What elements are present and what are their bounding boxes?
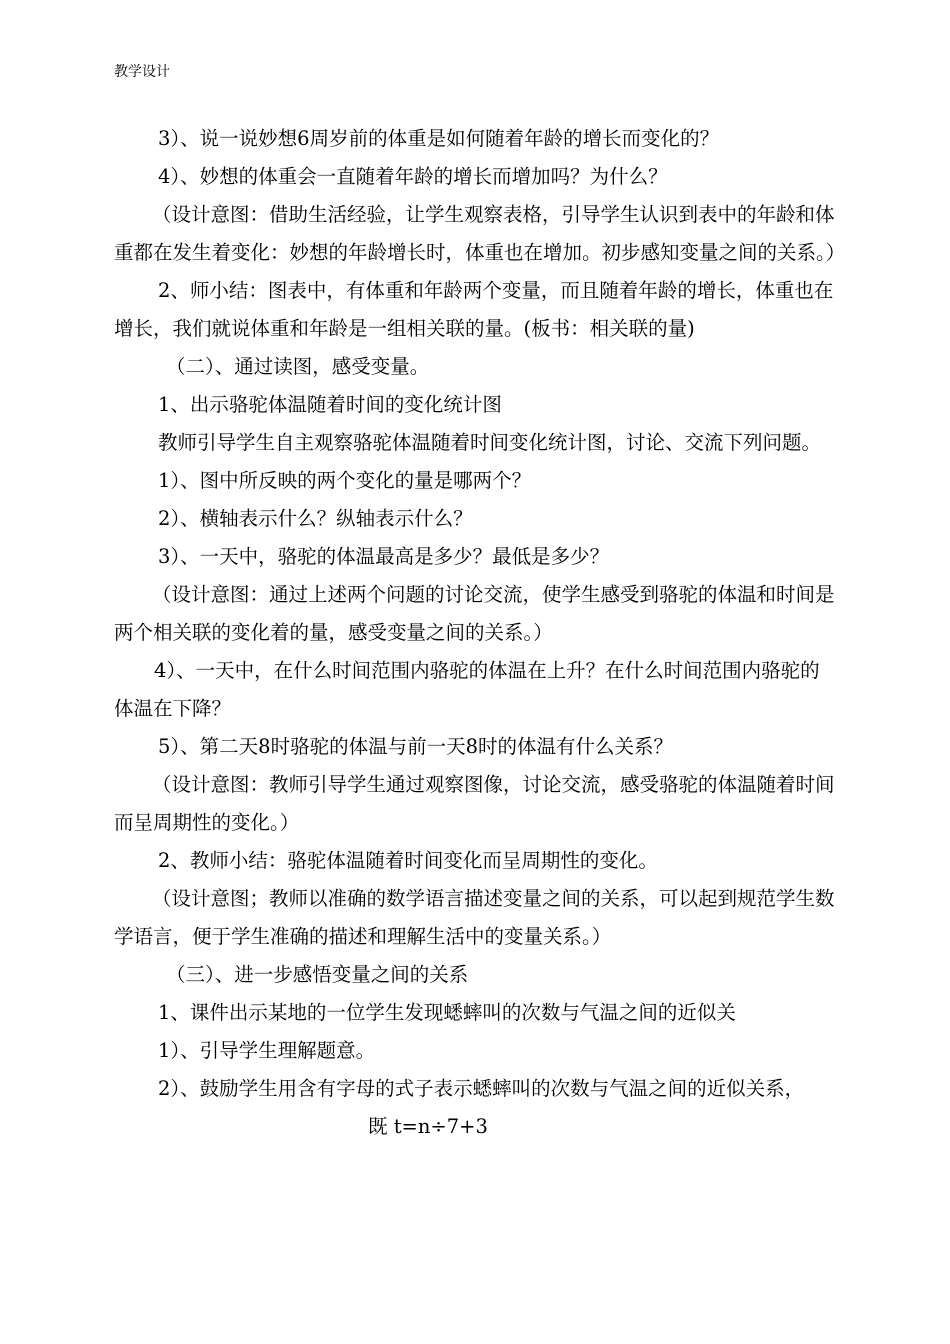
camel-question-2: 2）、横轴表示什么？纵轴表示什么？ <box>158 507 473 530</box>
section-2-heading: （二）、通过读图，感受变量。 <box>166 355 430 378</box>
camel-question-5: 5）、第二天8时骆驼的体温与前一天8时的体温有什么关系？ <box>158 735 673 758</box>
section-3-heading: （三）、进一步感悟变量之间的关系 <box>166 963 469 986</box>
cricket-question-2: 2）、鼓励学生用含有字母的式子表示蟋蟀叫的次数与气温之间的近似关系， <box>158 1077 805 1100</box>
camel-question-3: 3）、一天中，骆驼的体温最高是多少？最低是多少？ <box>158 545 610 568</box>
design-intent-1: （设计意图：借助生活经验，让学生观察表格，引导学生认识到表中的年龄和体重都在发生着变化：妙想的年龄增长时，体重也在增加。初步感知变量之间的关系。） <box>114 203 846 264</box>
design-intent-4: （设计意图；教师以准确的数学语言描述变量之间的关系，可以起到规范学生数学语言，便于学生准确的描述和理解生活中的变量关系。） <box>114 887 835 948</box>
teacher-summary-2: 2、教师小结：骆驼体温随着时间变化而呈周期性的变化。 <box>158 849 658 872</box>
teacher-summary-1: 2、师小结：图表中，有体重和年龄两个变量，而且随着年龄的增长，体重也在增长，我们就说体重和年龄是一组相关联的量。(板书：相关联的量) <box>114 279 834 340</box>
camel-chart-intro: 1、出示骆驼体温随着时间的变化统计图 <box>158 393 502 416</box>
question-3-weight: 3）、说一说妙想6周岁前的体重是如何随着年龄的增长而变化的？ <box>158 127 720 150</box>
document-header: 教学设计 <box>114 64 170 80</box>
camel-question-1: 1）、图中所反映的两个变化的量是哪两个？ <box>158 469 532 492</box>
question-4-weight: 4）、妙想的体重会一直随着年龄的增长而增加吗？为什么？ <box>158 165 668 188</box>
cricket-intro: 1、课件出示某地的一位学生发现蟋蟀叫的次数与气温之间的近似关 <box>158 1001 736 1024</box>
document-body <box>114 120 846 1146</box>
design-intent-2: （设计意图：通过上述两个问题的讨论交流，使学生感受到骆驼的体温和时间是两个相关联的变化着的量，感受变量之间的关系。） <box>114 583 835 644</box>
cricket-question-1: 1）、引导学生理解题意。 <box>158 1039 376 1062</box>
formula: 既 t=n÷7+3 <box>368 1115 488 1138</box>
camel-discussion-intro: 教师引导学生自主观察骆驼体温随着时间变化统计图，讨论、交流下列问题。 <box>158 431 822 454</box>
camel-question-4: 4）、一天中，在什么时间范围内骆驼的体温在上升？在什么时间范围内骆驼的体温在下降？ <box>114 659 820 720</box>
design-intent-3: （设计意图：教师引导学生通过观察图像，讨论交流，感受骆驼的体温随着时间而呈周期性的变化。） <box>114 773 835 834</box>
